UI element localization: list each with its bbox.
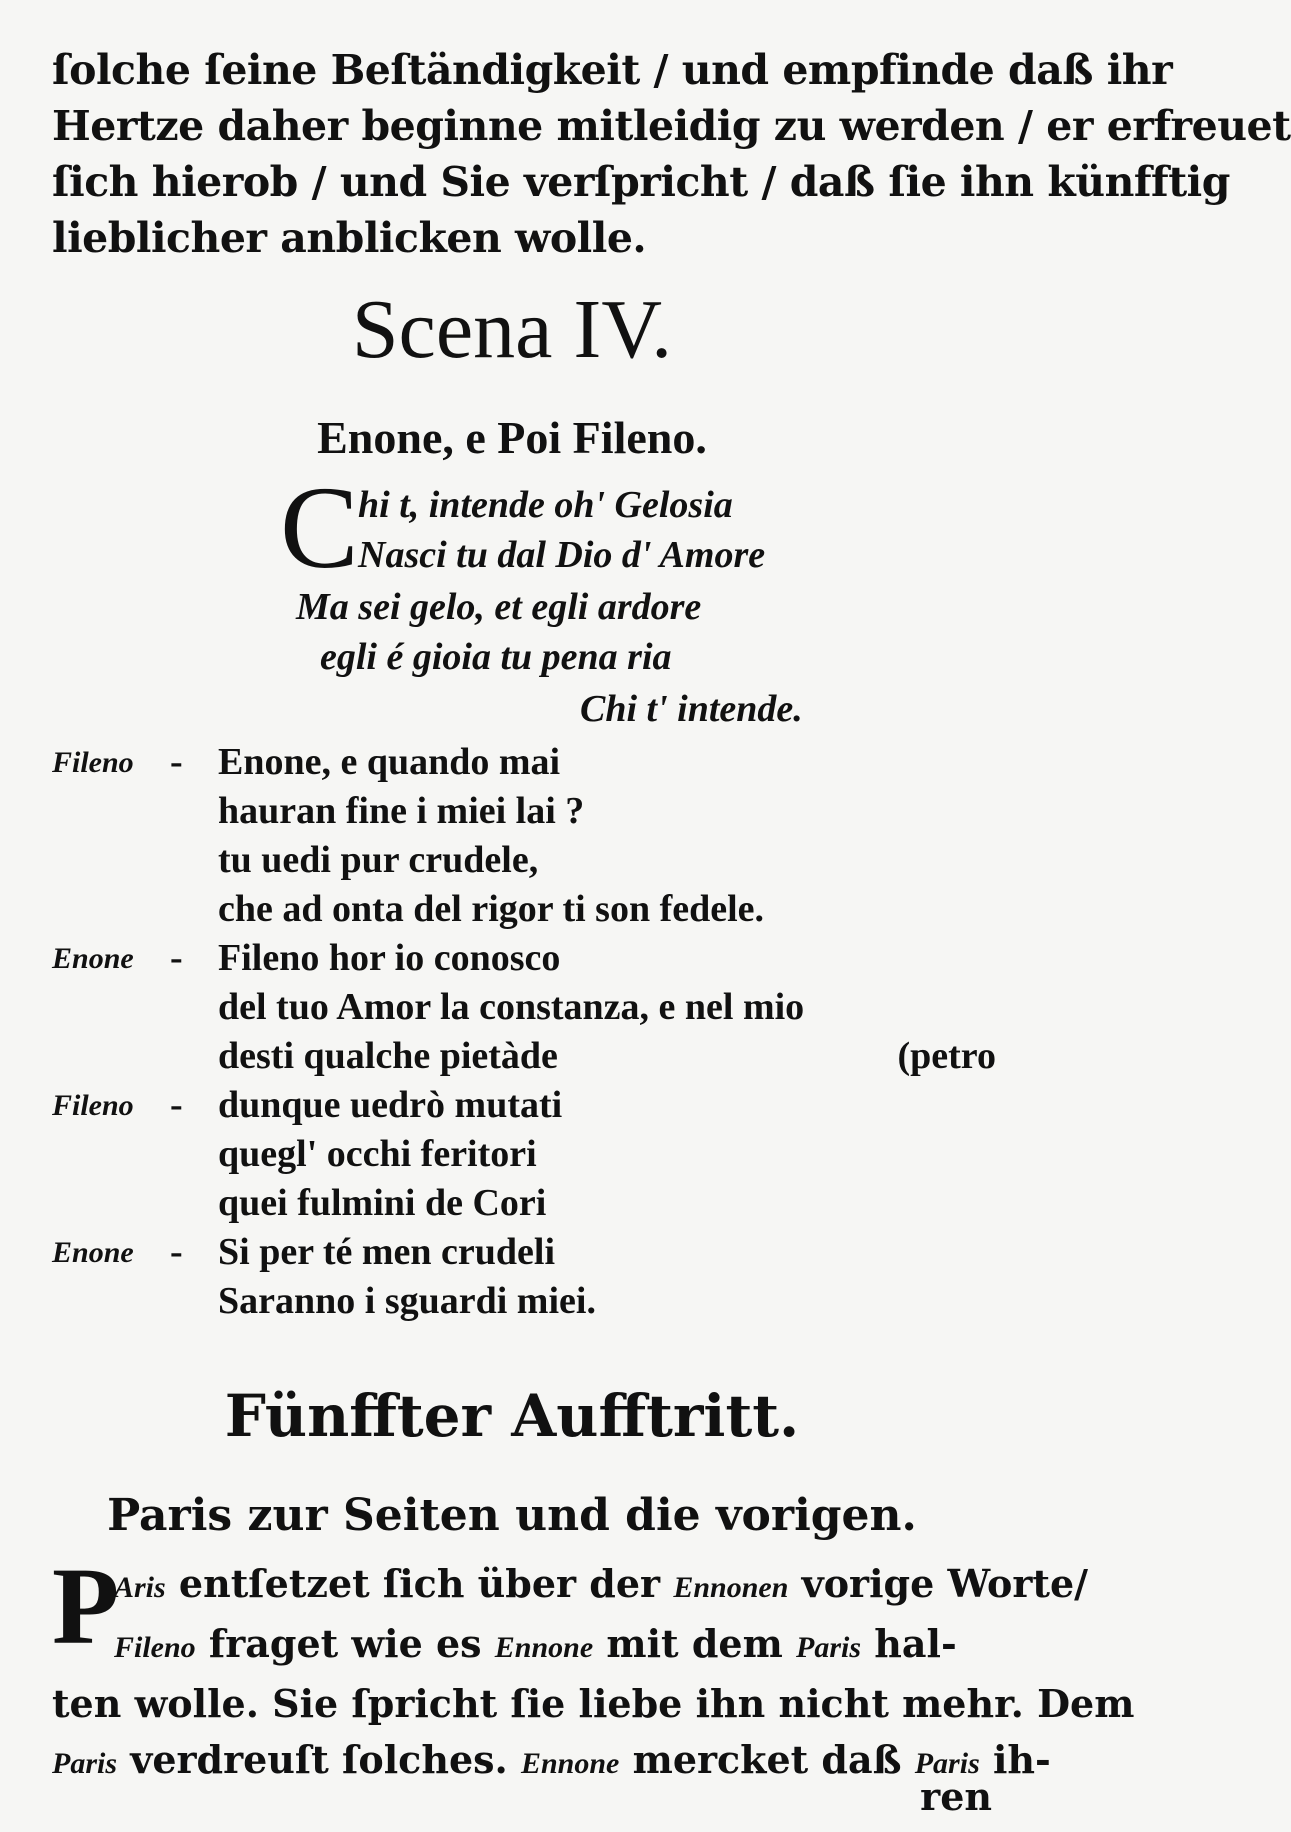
dialogue-row bbox=[52, 1179, 1002, 1228]
closing-text: hal- bbox=[861, 1621, 957, 1666]
closing-text: entſetzet ſich über der bbox=[165, 1561, 674, 1606]
closing-text: mit dem bbox=[593, 1621, 797, 1666]
name-paris: Paris bbox=[796, 1631, 862, 1664]
verse-text: Si per té men crudeli bbox=[218, 1231, 556, 1273]
speaker-dash: - bbox=[170, 937, 183, 979]
aria-line: Nasci tu dal Dio d' Amore bbox=[358, 534, 766, 576]
aria-line: Chi t' intende. bbox=[580, 688, 803, 730]
dialogue-row bbox=[52, 787, 1002, 836]
speaker-name: Enone bbox=[52, 1236, 134, 1269]
speaker-dash: - bbox=[170, 1231, 183, 1273]
verse-text: dunque uedrò mutati bbox=[218, 1084, 563, 1126]
verse-text: quei fulmini de Cori bbox=[218, 1182, 547, 1224]
closing-text: vorige Worte/ bbox=[788, 1561, 1089, 1606]
drop-cap: C bbox=[280, 462, 359, 593]
dialogue-row bbox=[52, 738, 1002, 787]
name-paris: Paris bbox=[914, 1747, 980, 1780]
dialogue-row bbox=[52, 983, 1002, 1032]
name-ennone: Ennone bbox=[494, 1631, 594, 1664]
verse-text: che ad onta del rigor ti son fedele. bbox=[218, 888, 765, 930]
aria-line: hi t, intende oh' Gelosia bbox=[358, 484, 733, 526]
speaker-name: Enone bbox=[52, 942, 134, 975]
dialogue-row bbox=[52, 1228, 1002, 1277]
name-ennone: Ennone bbox=[520, 1747, 620, 1780]
name-paris: Paris bbox=[52, 1747, 118, 1780]
dialogue bbox=[52, 738, 1002, 1326]
verse-text: Fileno hor io conosco bbox=[218, 937, 561, 979]
verse-text: quegl' occhi feritori bbox=[218, 1133, 537, 1175]
verse-text: del tuo Amor la constanza, e nel mio bbox=[218, 986, 805, 1028]
speaker-dash: - bbox=[170, 1084, 183, 1126]
section-subtitle: Paris zur Seiten und die vorigen. bbox=[107, 1490, 917, 1541]
section-title: Fünffter Aufftritt. bbox=[224, 1382, 800, 1450]
closing-text: mercket daß bbox=[619, 1737, 915, 1782]
dialogue-row bbox=[52, 1277, 1002, 1326]
dialogue-row bbox=[52, 836, 1002, 885]
name-ennonen: Ennonen bbox=[673, 1571, 789, 1604]
verse-tail: (petro bbox=[897, 1035, 996, 1077]
closing-line bbox=[52, 1732, 1051, 1792]
verse-text: hauran fine i miei lai ? bbox=[218, 790, 585, 832]
closing-line bbox=[52, 1556, 1089, 1616]
closing-line: ten wolle. Sie ſpricht ſie liebe ihn nicht mehr. Dem bbox=[52, 1681, 1135, 1726]
verse-text: desti qualche pietàde bbox=[218, 1035, 558, 1077]
dialogue-row bbox=[52, 1081, 1002, 1130]
intro-line: ſolche ſeine Beſtändigkeit / und empfinde daß ihr bbox=[52, 46, 1173, 94]
dialogue-row bbox=[52, 1130, 1002, 1179]
verse-text: Saranno i sguardi miei. bbox=[218, 1280, 596, 1322]
closing-text: ih- bbox=[979, 1737, 1051, 1782]
speaker-dash: - bbox=[170, 741, 183, 783]
dialogue-row bbox=[52, 885, 1002, 934]
verse-text: Enone, e quando mai bbox=[218, 741, 561, 783]
intro-paragraph bbox=[52, 42, 1291, 266]
speaker-name: Fileno bbox=[52, 746, 134, 779]
closing-paragraph bbox=[52, 1545, 1135, 1792]
intro-line: ſich hierob / und Sie verſpricht / daß ſie ihn künfftig bbox=[52, 158, 1230, 206]
name-paris: Aris bbox=[114, 1571, 166, 1604]
intro-line: Hertze daher beginne mitleidig zu werden / er erfreuet bbox=[52, 102, 1291, 150]
speaker-name: Fileno bbox=[52, 1089, 134, 1122]
closing-line bbox=[52, 1616, 992, 1676]
verse-text: tu uedi pur crudele, bbox=[218, 839, 539, 881]
dialogue-row bbox=[52, 1032, 1002, 1081]
closing-text: fraget wie es bbox=[195, 1621, 495, 1666]
aria-line: Ma sei gelo, et egli ardore bbox=[296, 586, 702, 628]
name-fileno: Fileno bbox=[114, 1631, 196, 1664]
scene-characters: Enone, e Poi Fileno. bbox=[317, 412, 707, 463]
aria-line: egli é gioia tu pena ria bbox=[320, 636, 672, 678]
drop-cap: P bbox=[52, 1545, 120, 1667]
intro-line: lieblicher anblicken wolle. bbox=[52, 214, 647, 262]
closing-text: verdreuſt ſolches. bbox=[117, 1737, 521, 1782]
dialogue-row bbox=[52, 934, 1002, 983]
scene-title: Scena IV. bbox=[351, 283, 673, 376]
catchword: ren bbox=[920, 1774, 992, 1819]
